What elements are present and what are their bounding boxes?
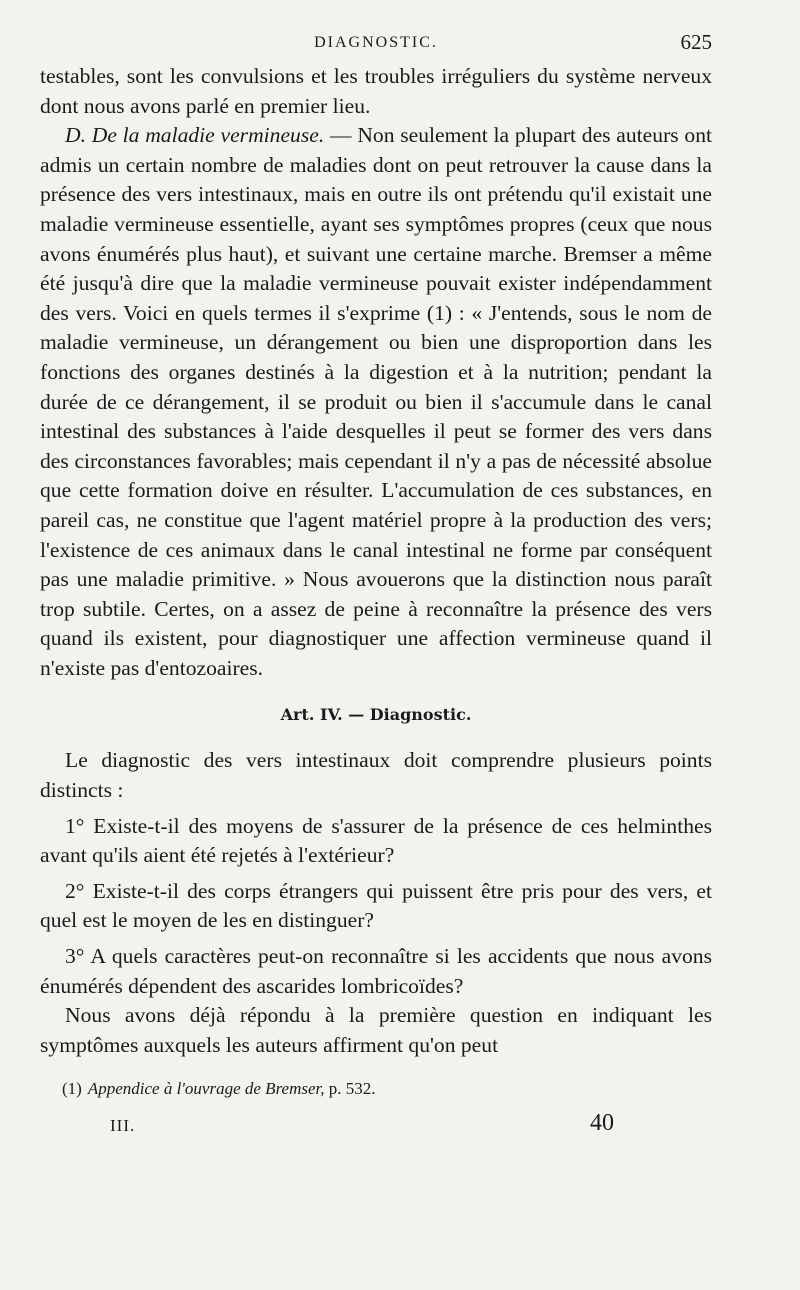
question-1: 1° Existe-t-il des moyens de s'assurer de la présence de ces helminthes avant qu'ils aient été rejetés à l'extérieur? bbox=[40, 813, 712, 868]
footnote-title: Appendice à l'ouvrage de Bremser, bbox=[87, 1079, 325, 1099]
section-title: Art. IV. — Diagnostic. bbox=[280, 705, 472, 725]
signature-line bbox=[40, 1110, 712, 1148]
paragraph-continued: testables, sont les convulsions et les troubles irréguliers du système nerveux dont nous avons parlé en premier lieu. bbox=[40, 64, 712, 118]
question-3: 3° A quels caractères peut-on reconnaître si les accidents que nous avons énumérés dépendent des ascarides lombricoïdes? bbox=[40, 944, 712, 998]
footnote bbox=[40, 1078, 712, 1100]
page bbox=[40, 28, 712, 1148]
paragraph-maladie-vermineuse bbox=[40, 121, 712, 683]
page-number: 625 bbox=[680, 30, 712, 54]
page-header bbox=[40, 28, 712, 62]
footnote-ref: p. 532. bbox=[324, 1079, 376, 1099]
running-head: DIAGNOSTIC. bbox=[314, 34, 438, 51]
footnote-mark: (1) bbox=[62, 1079, 82, 1099]
paragraph-text: — Non seulement la plupart des auteurs ont admis un certain nombre de maladies dont on peut retrouver la cause dans la présence des vers intestinaux, mais en outre ils ont prétendu qu'il existait une maladie vermineuse essentielle, ayant ses symptômes propres (ceux que nous avons énumérés plus haut), et suivant une certaine marche. Bremser a même été jusqu'à dire que la maladie vermineuse pouvait exister indépendamment des vers. Voici en quels termes il s'exprime (1) : « J'entends, sous le nom de maladie vermineuse, un dérangement ou bien une disproportion dans les fonctions des organes destinés à la digestion et à la nutrition; pendant la durée de ce dérangement, il se produit ou bien il s'accumule dans le canal intestinal des substances à l'aide desquelles il peut se former des vers dans des circonstances favorables; mais cependant il n'y a pas de nécessité absolue que cette formation doive en résulter. L'accumulation de ces substances, en pareil cas, ne constitue que l'agent matériel propre à la production des vers; l'existence de ces animaux dans le canal intestinal ne forme par conséquent pas une maladie primitive. » Nous avouerons que la distinction nous paraît trop subtile. Certes, on a assez de peine à reconnaître la présence des vers quand ils existent, pour diagnostiquer une affection vermineuse quand il n'existe pas d'entozoaires. bbox=[40, 123, 712, 680]
question-2: 2° Existe-t-il des corps étrangers qui puissent être pris pour des vers, et quel est le moyen de les en distinguer? bbox=[40, 878, 712, 933]
paragraph-lead: D. De la maladie vermineuse. bbox=[65, 123, 325, 148]
paragraph-answer: Nous avons déjà répondu à la première question en indiquant les symptômes auxquels les auteurs affirment qu'on peut bbox=[40, 1003, 712, 1057]
paragraph-intro: Le diagnostic des vers intestinaux doit comprendre plusieurs points distincts : bbox=[40, 748, 712, 803]
sheet-number: 40 bbox=[590, 1110, 614, 1137]
volume-mark: III. bbox=[110, 1116, 136, 1136]
